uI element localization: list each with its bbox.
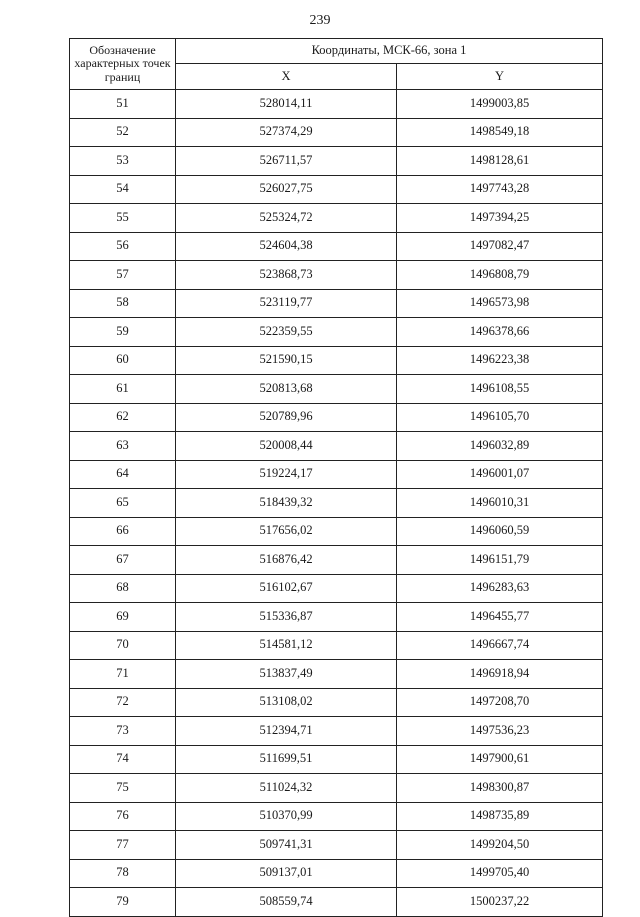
point-cell: 76 <box>70 802 176 831</box>
point-cell: 69 <box>70 603 176 632</box>
x-cell: 516102,67 <box>176 574 397 603</box>
table-row <box>70 831 603 860</box>
x-cell: 511699,51 <box>176 745 397 774</box>
x-cell: 512394,71 <box>176 717 397 746</box>
point-cell: 71 <box>70 660 176 689</box>
y-cell: 1496283,63 <box>397 574 603 603</box>
y-column-header: Y <box>397 64 603 90</box>
table-row <box>70 175 603 204</box>
y-cell: 1497536,23 <box>397 717 603 746</box>
x-cell: 519224,17 <box>176 460 397 489</box>
y-cell: 1499705,40 <box>397 859 603 888</box>
x-cell: 518439,32 <box>176 489 397 518</box>
table-row <box>70 318 603 347</box>
table-row <box>70 346 603 375</box>
point-cell: 56 <box>70 232 176 261</box>
coords-column-header: Координаты, МСК-66, зона 1 <box>176 39 603 64</box>
y-cell: 1498300,87 <box>397 774 603 803</box>
y-cell: 1496667,74 <box>397 631 603 660</box>
x-cell: 515336,87 <box>176 603 397 632</box>
point-cell: 77 <box>70 831 176 860</box>
point-cell: 59 <box>70 318 176 347</box>
point-cell: 58 <box>70 289 176 318</box>
point-column-header: Обозначение характерных точек границ <box>70 39 176 90</box>
table-row <box>70 546 603 575</box>
table-row <box>70 802 603 831</box>
point-cell: 51 <box>70 90 176 119</box>
y-cell: 1497743,28 <box>397 175 603 204</box>
table-header <box>70 39 603 90</box>
x-cell: 526027,75 <box>176 175 397 204</box>
x-cell: 523119,77 <box>176 289 397 318</box>
point-cell: 52 <box>70 118 176 147</box>
point-cell: 65 <box>70 489 176 518</box>
point-cell: 53 <box>70 147 176 176</box>
point-cell: 74 <box>70 745 176 774</box>
page-number: 239 <box>309 13 331 28</box>
table-row <box>70 859 603 888</box>
table-row <box>70 631 603 660</box>
x-cell: 526711,57 <box>176 147 397 176</box>
y-cell: 1497082,47 <box>397 232 603 261</box>
y-cell: 1498549,18 <box>397 118 603 147</box>
point-cell: 72 <box>70 688 176 717</box>
x-cell: 508559,74 <box>176 888 397 917</box>
point-cell: 73 <box>70 717 176 746</box>
y-cell: 1496060,59 <box>397 517 603 546</box>
y-cell: 1497394,25 <box>397 204 603 233</box>
table-row <box>70 888 603 917</box>
point-cell: 61 <box>70 375 176 404</box>
table-row <box>70 403 603 432</box>
table-row <box>70 232 603 261</box>
table-row <box>70 717 603 746</box>
x-cell: 527374,29 <box>176 118 397 147</box>
point-cell: 64 <box>70 460 176 489</box>
y-cell: 1500237,22 <box>397 888 603 917</box>
table-row <box>70 289 603 318</box>
y-cell: 1496032,89 <box>397 432 603 461</box>
table-row <box>70 745 603 774</box>
coordinates-table <box>69 38 603 917</box>
y-cell: 1496918,94 <box>397 660 603 689</box>
x-cell: 511024,32 <box>176 774 397 803</box>
x-cell: 509741,31 <box>176 831 397 860</box>
x-cell: 521590,15 <box>176 346 397 375</box>
y-cell: 1497900,61 <box>397 745 603 774</box>
y-cell: 1498128,61 <box>397 147 603 176</box>
point-cell: 62 <box>70 403 176 432</box>
x-cell: 520789,96 <box>176 403 397 432</box>
table-row <box>70 147 603 176</box>
x-cell: 520008,44 <box>176 432 397 461</box>
y-cell: 1496455,77 <box>397 603 603 632</box>
table-row <box>70 660 603 689</box>
x-cell: 514581,12 <box>176 631 397 660</box>
x-cell: 510370,99 <box>176 802 397 831</box>
table-row <box>70 375 603 404</box>
point-cell: 70 <box>70 631 176 660</box>
table-row <box>70 261 603 290</box>
x-cell: 523868,73 <box>176 261 397 290</box>
x-cell: 513108,02 <box>176 688 397 717</box>
x-cell: 528014,11 <box>176 90 397 119</box>
y-cell: 1496105,70 <box>397 403 603 432</box>
point-cell: 60 <box>70 346 176 375</box>
point-cell: 55 <box>70 204 176 233</box>
table-row <box>70 517 603 546</box>
x-cell: 517656,02 <box>176 517 397 546</box>
point-cell: 67 <box>70 546 176 575</box>
x-cell: 524604,38 <box>176 232 397 261</box>
point-cell: 68 <box>70 574 176 603</box>
table-body <box>70 90 603 917</box>
y-cell: 1496001,07 <box>397 460 603 489</box>
table-row <box>70 204 603 233</box>
y-cell: 1496108,55 <box>397 375 603 404</box>
y-cell: 1498735,89 <box>397 802 603 831</box>
table-row <box>70 489 603 518</box>
y-cell: 1496808,79 <box>397 261 603 290</box>
y-cell: 1496151,79 <box>397 546 603 575</box>
table-row <box>70 603 603 632</box>
point-cell: 75 <box>70 774 176 803</box>
x-cell: 522359,55 <box>176 318 397 347</box>
x-column-header: X <box>176 64 397 90</box>
point-cell: 78 <box>70 859 176 888</box>
x-cell: 509137,01 <box>176 859 397 888</box>
point-cell: 57 <box>70 261 176 290</box>
table-row <box>70 688 603 717</box>
x-cell: 525324,72 <box>176 204 397 233</box>
table-row <box>70 90 603 119</box>
point-cell: 79 <box>70 888 176 917</box>
table-row <box>70 118 603 147</box>
y-cell: 1499204,50 <box>397 831 603 860</box>
y-cell: 1496223,38 <box>397 346 603 375</box>
table-row <box>70 460 603 489</box>
x-cell: 516876,42 <box>176 546 397 575</box>
point-cell: 66 <box>70 517 176 546</box>
y-cell: 1497208,70 <box>397 688 603 717</box>
x-cell: 520813,68 <box>176 375 397 404</box>
x-cell: 513837,49 <box>176 660 397 689</box>
y-cell: 1496010,31 <box>397 489 603 518</box>
y-cell: 1496573,98 <box>397 289 603 318</box>
y-cell: 1499003,85 <box>397 90 603 119</box>
point-cell: 63 <box>70 432 176 461</box>
y-cell: 1496378,66 <box>397 318 603 347</box>
table-row <box>70 774 603 803</box>
table-row <box>70 432 603 461</box>
point-cell: 54 <box>70 175 176 204</box>
table-row <box>70 574 603 603</box>
